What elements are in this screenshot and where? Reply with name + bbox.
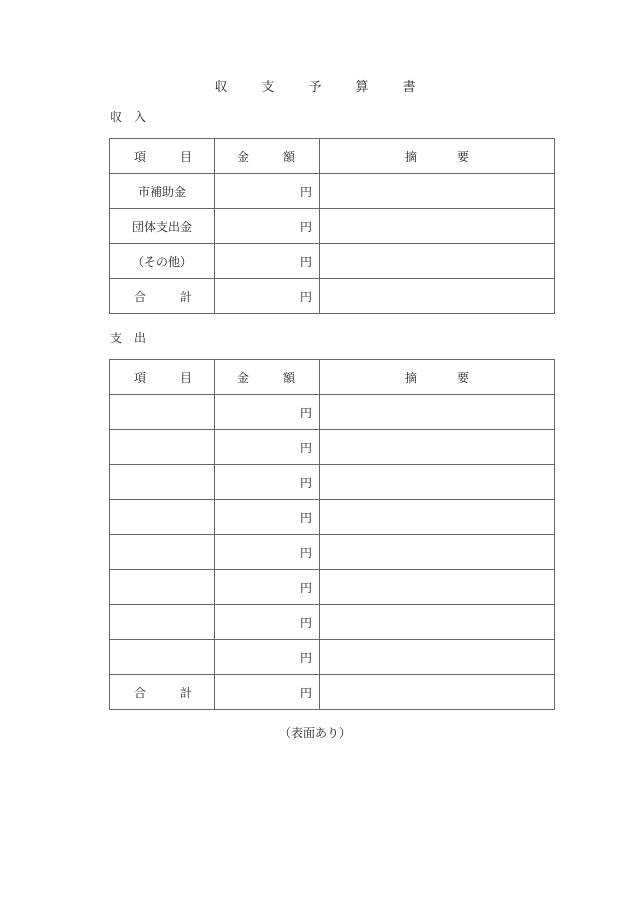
label-char: 収 [110, 110, 123, 124]
expense-summary-cell[interactable] [320, 430, 555, 465]
income-summary-cell[interactable] [320, 209, 555, 244]
expense-item-cell[interactable] [110, 395, 215, 430]
income-section-label [110, 108, 158, 125]
header-char: 項 [134, 149, 147, 164]
header-char: 目 [179, 370, 192, 385]
header-amount [215, 139, 320, 174]
header-char: 額 [282, 370, 295, 385]
income-row [110, 174, 555, 209]
expense-total-amount[interactable]: 円 [215, 675, 320, 710]
header-char: 要 [457, 149, 470, 164]
expense-amount-cell[interactable]: 円 [215, 395, 320, 430]
header-item [110, 139, 215, 174]
income-total-amount[interactable]: 円 [215, 279, 320, 314]
header-char: 要 [457, 370, 470, 385]
expense-amount-cell[interactable]: 円 [215, 605, 320, 640]
expense-summary-cell[interactable] [320, 535, 555, 570]
label-char: 支 [110, 331, 123, 345]
expense-summary-cell[interactable] [320, 395, 555, 430]
income-amount-cell[interactable]: 円 [215, 244, 320, 279]
total-char: 計 [179, 685, 192, 700]
income-total-summary[interactable] [320, 279, 555, 314]
expense-total-summary[interactable] [320, 675, 555, 710]
expense-summary-cell[interactable] [320, 570, 555, 605]
header-char: 金 [237, 149, 250, 164]
header-char: 目 [179, 149, 192, 164]
total-char: 合 [134, 289, 147, 304]
label-char: 入 [134, 110, 147, 124]
expense-amount-cell[interactable]: 円 [215, 570, 320, 605]
header-amount [215, 360, 320, 395]
title-char: 書 [402, 80, 416, 95]
expense-summary-cell[interactable] [320, 500, 555, 535]
income-amount-cell[interactable]: 円 [215, 174, 320, 209]
expense-row [110, 535, 555, 570]
expense-row [110, 430, 555, 465]
total-char: 合 [134, 685, 147, 700]
expense-total-row [110, 675, 555, 710]
total-char: 計 [179, 289, 192, 304]
footer-note: （表面あり） [278, 726, 351, 740]
expense-amount-cell[interactable]: 円 [215, 500, 320, 535]
income-row [110, 209, 555, 244]
expense-item-cell[interactable] [110, 535, 215, 570]
label-char: 出 [134, 331, 147, 345]
income-item-cell[interactable]: 団体支出金 [110, 209, 215, 244]
expense-item-cell[interactable] [110, 465, 215, 500]
expense-table [109, 359, 555, 710]
expense-amount-cell[interactable]: 円 [215, 465, 320, 500]
document-title [0, 76, 630, 95]
title-char: 支 [261, 80, 275, 95]
expense-item-cell[interactable] [110, 640, 215, 675]
income-summary-cell[interactable] [320, 244, 555, 279]
expense-section-label [110, 329, 158, 346]
header-summary [320, 139, 555, 174]
expense-row [110, 605, 555, 640]
header-char: 額 [282, 149, 295, 164]
title-char: 算 [355, 80, 369, 95]
header-char: 項 [134, 370, 147, 385]
income-table [109, 138, 555, 314]
income-item-cell[interactable]: （その他） [110, 244, 215, 279]
expense-header-row [110, 360, 555, 395]
title-char: 収 [214, 80, 228, 95]
expense-row [110, 640, 555, 675]
expense-item-cell[interactable] [110, 605, 215, 640]
expense-row [110, 395, 555, 430]
expense-row [110, 500, 555, 535]
title-char: 予 [308, 80, 322, 95]
expense-summary-cell[interactable] [320, 605, 555, 640]
income-summary-cell[interactable] [320, 174, 555, 209]
expense-item-cell[interactable] [110, 430, 215, 465]
expense-amount-cell[interactable]: 円 [215, 640, 320, 675]
expense-item-cell[interactable] [110, 500, 215, 535]
expense-amount-cell[interactable]: 円 [215, 535, 320, 570]
income-row [110, 244, 555, 279]
income-amount-cell[interactable]: 円 [215, 209, 320, 244]
expense-amount-cell[interactable]: 円 [215, 430, 320, 465]
header-char: 摘 [404, 149, 417, 164]
income-header-row [110, 139, 555, 174]
expense-summary-cell[interactable] [320, 465, 555, 500]
header-item [110, 360, 215, 395]
header-char: 金 [237, 370, 250, 385]
income-item-cell[interactable]: 市補助金 [110, 174, 215, 209]
header-summary [320, 360, 555, 395]
expense-row [110, 570, 555, 605]
income-total-row [110, 279, 555, 314]
expense-row [110, 465, 555, 500]
income-total-label [110, 279, 215, 314]
header-char: 摘 [404, 370, 417, 385]
expense-total-label [110, 675, 215, 710]
expense-item-cell[interactable] [110, 570, 215, 605]
expense-summary-cell[interactable] [320, 640, 555, 675]
